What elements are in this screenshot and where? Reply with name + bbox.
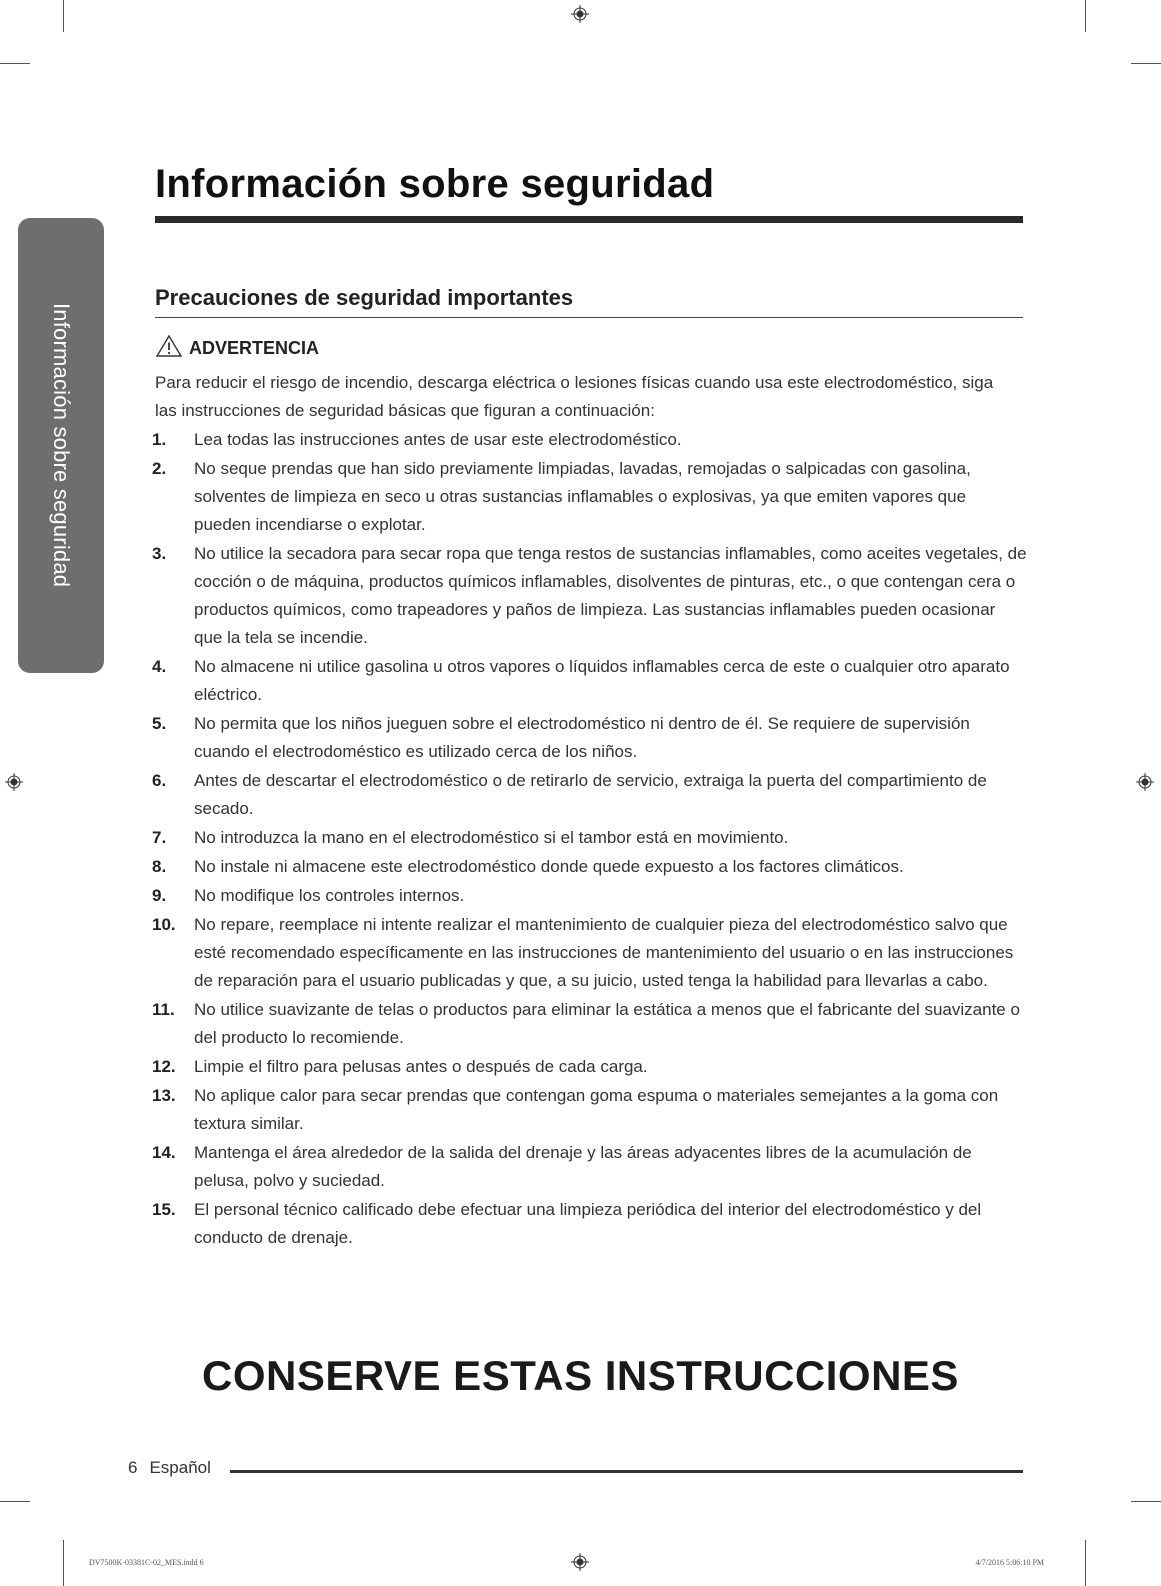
section-heading: Precauciones de seguridad importantes bbox=[155, 285, 574, 310]
list-item bbox=[152, 853, 1027, 881]
item-text: No introduzca la mano en el electrodoméstico si el tambor está en movimiento. bbox=[194, 828, 789, 847]
list-item bbox=[152, 1139, 1027, 1195]
item-text: Antes de descartar el electrodoméstico o de retirarlo de servicio, extraiga la puerta del compartimiento de secado. bbox=[194, 771, 987, 818]
item-text: Lea todas las instrucciones antes de usar este electrodoméstico. bbox=[194, 430, 682, 449]
conserve-heading: CONSERVE ESTAS INSTRUCCIONES bbox=[202, 1352, 959, 1399]
list-item bbox=[152, 824, 1027, 852]
item-text: No seque prendas que han sido previamente limpiadas, lavadas, remojadas o salpicadas con gasolina, solventes de limpieza en seco u otras sustancias inflamables o explosivas, ya que emiten vapores que pueden incendiarse o explotar. bbox=[194, 459, 971, 534]
list-item bbox=[152, 710, 1027, 766]
item-number: 11. bbox=[152, 1000, 175, 1019]
list-item bbox=[152, 1053, 1027, 1081]
page-number: 6 bbox=[128, 1458, 138, 1477]
item-text: Mantenga el área alrededor de la salida del drenaje y las áreas adyacentes libres de la acumulación de pelusa, polvo y suciedad. bbox=[194, 1143, 972, 1190]
warning-banner bbox=[155, 334, 319, 363]
item-number: 1. bbox=[152, 430, 167, 449]
footer-rule bbox=[230, 1470, 1023, 1473]
item-number: 4. bbox=[152, 657, 167, 676]
crop-mark bbox=[1085, 1540, 1086, 1586]
item-number: 2. bbox=[152, 459, 167, 478]
item-text: No aplique calor para secar prendas que contengan goma espuma o materiales semejantes a la goma con textura similar. bbox=[194, 1086, 999, 1133]
list-item bbox=[152, 911, 1027, 995]
list-item bbox=[152, 882, 1027, 910]
registration-mark-icon bbox=[5, 773, 23, 791]
list-item bbox=[152, 455, 1027, 539]
registration-mark-icon bbox=[571, 5, 589, 23]
print-slug-date: 4/7/2016 5:06:10 PM bbox=[975, 1558, 1044, 1567]
crop-mark bbox=[63, 0, 64, 32]
page-title: Información sobre seguridad bbox=[155, 162, 715, 206]
crop-mark bbox=[1131, 63, 1161, 64]
crop-mark bbox=[1131, 1501, 1161, 1502]
page-footer bbox=[128, 1458, 211, 1478]
side-tab-label: Información sobre seguridad bbox=[49, 303, 74, 588]
item-number: 5. bbox=[152, 714, 167, 733]
list-item bbox=[152, 1196, 1027, 1252]
footer-language: Español bbox=[149, 1458, 211, 1477]
warning-label: ADVERTENCIA bbox=[189, 338, 320, 358]
item-number: 8. bbox=[152, 857, 167, 876]
list-item bbox=[152, 767, 1027, 823]
item-number: 12. bbox=[152, 1057, 176, 1076]
list-item bbox=[152, 426, 1027, 454]
crop-mark bbox=[1085, 0, 1086, 32]
item-number: 3. bbox=[152, 544, 167, 563]
item-number: 7. bbox=[152, 828, 167, 847]
item-number: 14. bbox=[152, 1143, 176, 1162]
item-text: No utilice la secadora para secar ropa que tenga restos de sustancias inflamables, como aceites vegetales, de cocción o de máquina, productos químicos inflamables, disolventes de pinturas, etc., o que contengan cera o productos químicos, como trapeadores y paños de limpieza. Las sustancias inflamables pueden ocasionar que la tela se incendie. bbox=[194, 544, 1027, 647]
side-tab-label-wrap bbox=[18, 218, 104, 673]
print-slug-file: DV7500K-03381C-02_MES.indd 6 bbox=[89, 1558, 204, 1567]
item-number: 15. bbox=[152, 1200, 176, 1219]
item-number: 9. bbox=[152, 886, 167, 905]
registration-mark-icon bbox=[1136, 773, 1154, 791]
item-number: 10. bbox=[152, 915, 176, 934]
safety-list bbox=[152, 426, 1027, 1253]
crop-mark bbox=[63, 1540, 64, 1586]
item-text: No utilice suavizante de telas o productos para eliminar la estática a menos que el fabricante del suavizante o del producto lo recomiende. bbox=[194, 1000, 1020, 1047]
item-text: El personal técnico calificado debe efectuar una limpieza periódica del interior del electrodoméstico y del conducto de drenaje. bbox=[194, 1200, 982, 1247]
item-text: No almacene ni utilice gasolina u otros vapores o líquidos inflamables cerca de este o cualquier otro aparato eléctrico. bbox=[194, 657, 1010, 704]
list-item bbox=[152, 540, 1027, 652]
registration-mark-icon bbox=[571, 1553, 589, 1571]
list-item bbox=[152, 1082, 1027, 1138]
section-rule bbox=[155, 317, 1023, 318]
list-item bbox=[152, 653, 1027, 709]
item-text: No instale ni almacene este electrodoméstico donde quede expuesto a los factores climáticos. bbox=[194, 857, 904, 876]
crop-mark bbox=[0, 63, 30, 64]
item-number: 13. bbox=[152, 1086, 176, 1105]
warning-triangle-icon bbox=[155, 334, 183, 363]
crop-mark bbox=[0, 1501, 30, 1502]
list-item bbox=[152, 996, 1027, 1052]
item-text: No permita que los niños jueguen sobre el electrodoméstico ni dentro de él. Se requiere de supervisión cuando el electrodoméstico es utilizado cerca de los niños. bbox=[194, 714, 970, 761]
item-number: 6. bbox=[152, 771, 167, 790]
item-text: No repare, reemplace ni intente realizar el mantenimiento de cualquier pieza del electrodoméstico salvo que esté recomendado específicamente en las instrucciones de mantenimiento del usuario o en las instrucciones de reparación para el usuario publicadas y que, a su juicio, usted tenga la habilidad para llevarlas a cabo. bbox=[194, 915, 1014, 990]
title-rule bbox=[155, 216, 1023, 223]
item-text: No modifique los controles internos. bbox=[194, 886, 465, 905]
item-text: Limpie el filtro para pelusas antes o después de cada carga. bbox=[194, 1057, 648, 1076]
intro-paragraph: Para reducir el riesgo de incendio, descarga eléctrica o lesiones físicas cuando usa este electrodoméstico, siga las instrucciones de seguridad básicas que figuran a continuación: bbox=[155, 373, 994, 420]
